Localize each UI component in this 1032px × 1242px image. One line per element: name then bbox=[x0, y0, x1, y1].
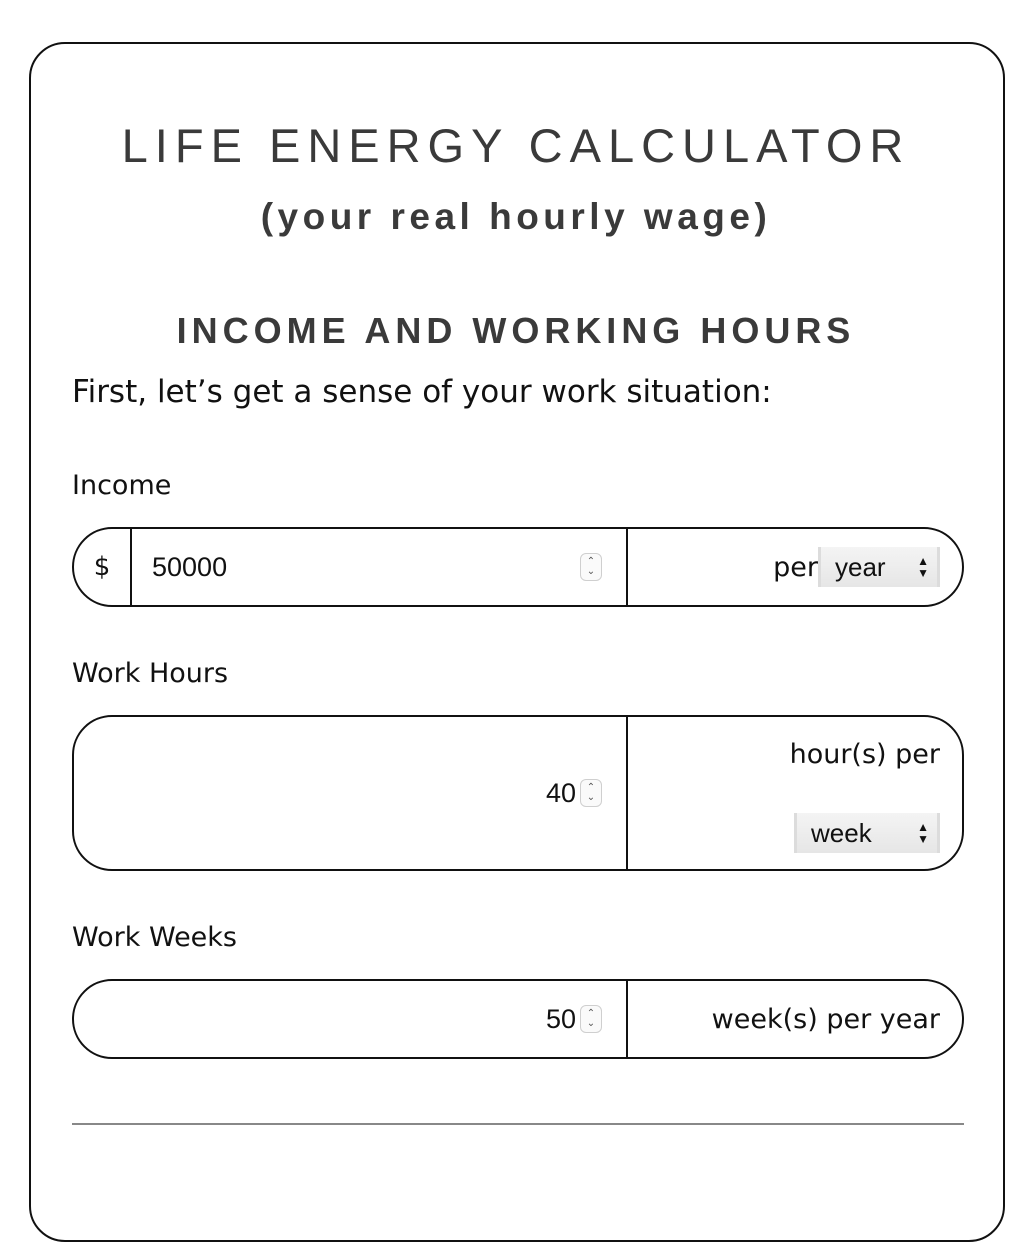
work-weeks-row bbox=[72, 979, 964, 1059]
work-hours-label: Work Hours bbox=[72, 658, 229, 689]
select-arrows-icon: ▲ ▼ bbox=[917, 820, 929, 846]
spinner-down-icon[interactable]: ⌄ bbox=[586, 1018, 596, 1029]
work-hours-row bbox=[72, 715, 964, 871]
currency-prefix: $ bbox=[74, 529, 132, 605]
work-hours-unit-label: hour(s) per bbox=[789, 739, 940, 770]
page-subtitle: (your real hourly wage) bbox=[260, 196, 772, 237]
income-input[interactable]: 50000 bbox=[152, 551, 228, 582]
work-weeks-input-cell bbox=[74, 981, 628, 1057]
work-hours-period-select[interactable] bbox=[794, 813, 940, 853]
work-weeks-unit-label: week(s) per year bbox=[711, 1003, 940, 1035]
work-hours-input[interactable]: 40 bbox=[545, 777, 576, 808]
work-weeks-label: Work Weeks bbox=[72, 922, 237, 953]
income-period-cell bbox=[628, 529, 962, 605]
select-arrows-icon: ▲ ▼ bbox=[917, 554, 929, 580]
spinner-up-icon[interactable]: ⌃ bbox=[586, 1008, 596, 1019]
spinner-up-icon[interactable]: ⌃ bbox=[586, 556, 596, 567]
income-label: Income bbox=[72, 470, 172, 501]
work-weeks-unit-cell bbox=[628, 981, 962, 1057]
income-input-cell bbox=[74, 529, 628, 605]
work-hours-input-cell bbox=[74, 717, 628, 869]
work-weeks-input[interactable]: 50 bbox=[545, 1003, 576, 1034]
work-hours-spinner[interactable] bbox=[580, 779, 602, 807]
work-hours-period-cell bbox=[628, 717, 962, 869]
section-intro: First, let’s get a sense of your work situation: bbox=[72, 374, 772, 410]
page-title: LIFE ENERGY CALCULATOR bbox=[121, 119, 911, 172]
spinner-down-icon[interactable]: ⌄ bbox=[586, 792, 596, 803]
income-per-label: per bbox=[773, 551, 818, 583]
income-row bbox=[72, 527, 964, 607]
section-heading: INCOME AND WORKING HOURS bbox=[176, 310, 856, 351]
spinner-up-icon[interactable]: ⌃ bbox=[586, 782, 596, 793]
income-spinner[interactable] bbox=[580, 553, 602, 581]
income-period-value: year bbox=[835, 551, 886, 582]
spinner-down-icon[interactable]: ⌄ bbox=[586, 566, 596, 577]
work-hours-period-value: week bbox=[811, 817, 872, 848]
income-period-select[interactable] bbox=[818, 547, 940, 587]
section-divider bbox=[72, 1123, 964, 1125]
work-weeks-spinner[interactable] bbox=[580, 1005, 602, 1033]
